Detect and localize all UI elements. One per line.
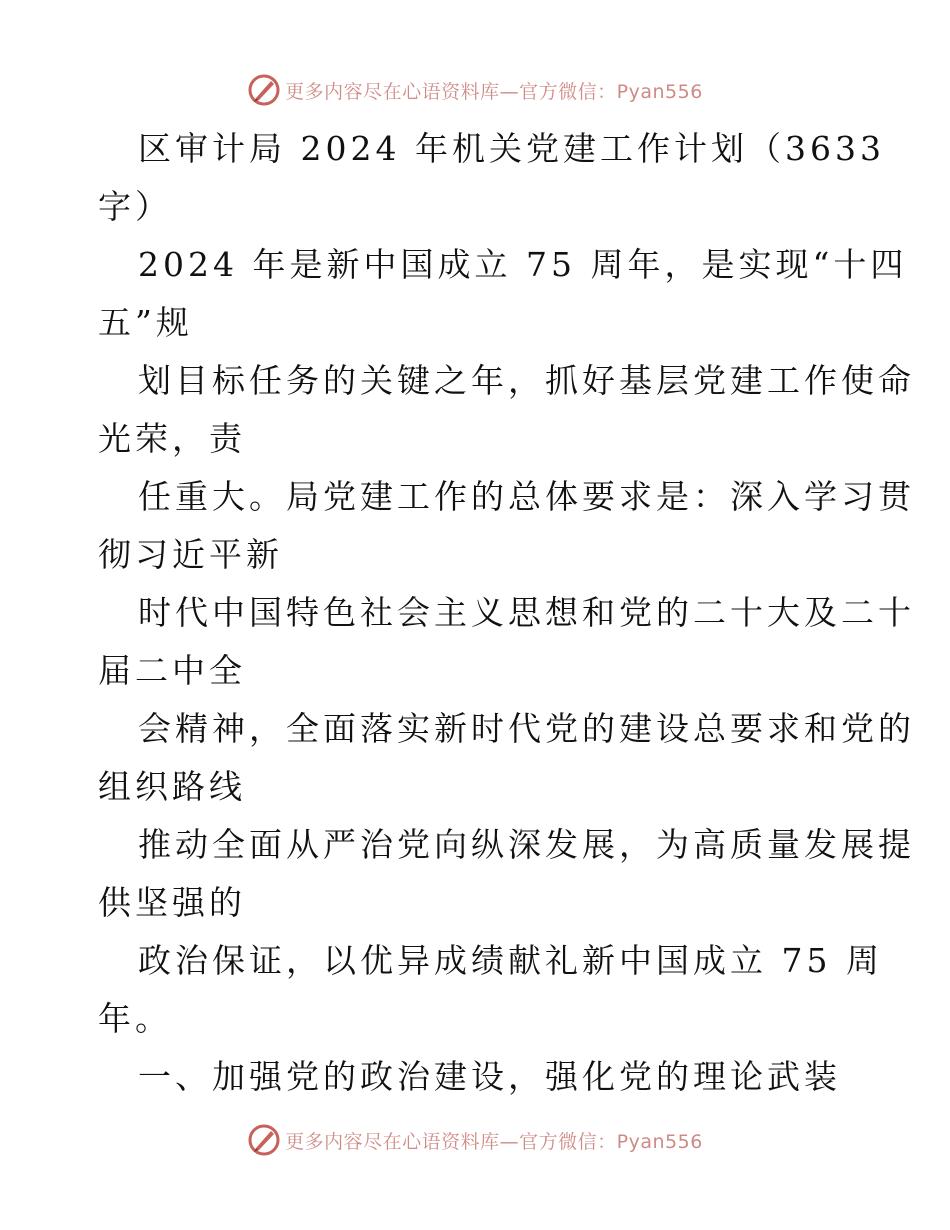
header-watermark-text: 更多内容尽在心语资料库—官方微信：Pyan556 [285, 80, 703, 103]
document-line: 区审计局 2024 年机关党建工作计划（3633 [138, 129, 885, 168]
document-line: 年。 [98, 999, 172, 1038]
document-line: 推动全面从严治党向纵深发展，为高质量发展提 [138, 825, 915, 864]
document-line: 字） [98, 187, 172, 226]
footer-watermark-text: 更多内容尽在心语资料库—官方微信：Pyan556 [285, 1130, 703, 1153]
document-line: 届二中全 [98, 651, 246, 690]
document-line: 划目标任务的关键之年，抓好基层党建工作使命 [138, 361, 915, 400]
document-line: 光荣，责 [98, 419, 246, 458]
document-line: 政治保证，以优异成绩献礼新中国成立 75 周 [138, 941, 883, 980]
document-line: 彻习近平新 [98, 535, 283, 574]
footer-watermark [0, 1120, 950, 1160]
document-line: 时代中国特色社会主义思想和党的二十大及二十 [138, 593, 915, 632]
document-line: 2024 年是新中国成立 75 周年，是实现“十四 [138, 245, 908, 284]
quill-logo-icon [247, 73, 281, 107]
document-line: 供坚强的 [98, 883, 246, 922]
document-line: 组织路线 [98, 767, 246, 806]
document-body [98, 120, 915, 1106]
quill-logo-icon [247, 1123, 281, 1157]
document-line: 五”规 [98, 303, 193, 342]
document-line: 任重大。局党建工作的总体要求是：深入学习贯 [138, 477, 915, 516]
header-watermark [0, 70, 950, 110]
section-heading: 一、加强党的政治建设，强化党的理论武装 [138, 1057, 841, 1096]
document-line: 会精神，全面落实新时代党的建设总要求和党的 [138, 709, 915, 748]
